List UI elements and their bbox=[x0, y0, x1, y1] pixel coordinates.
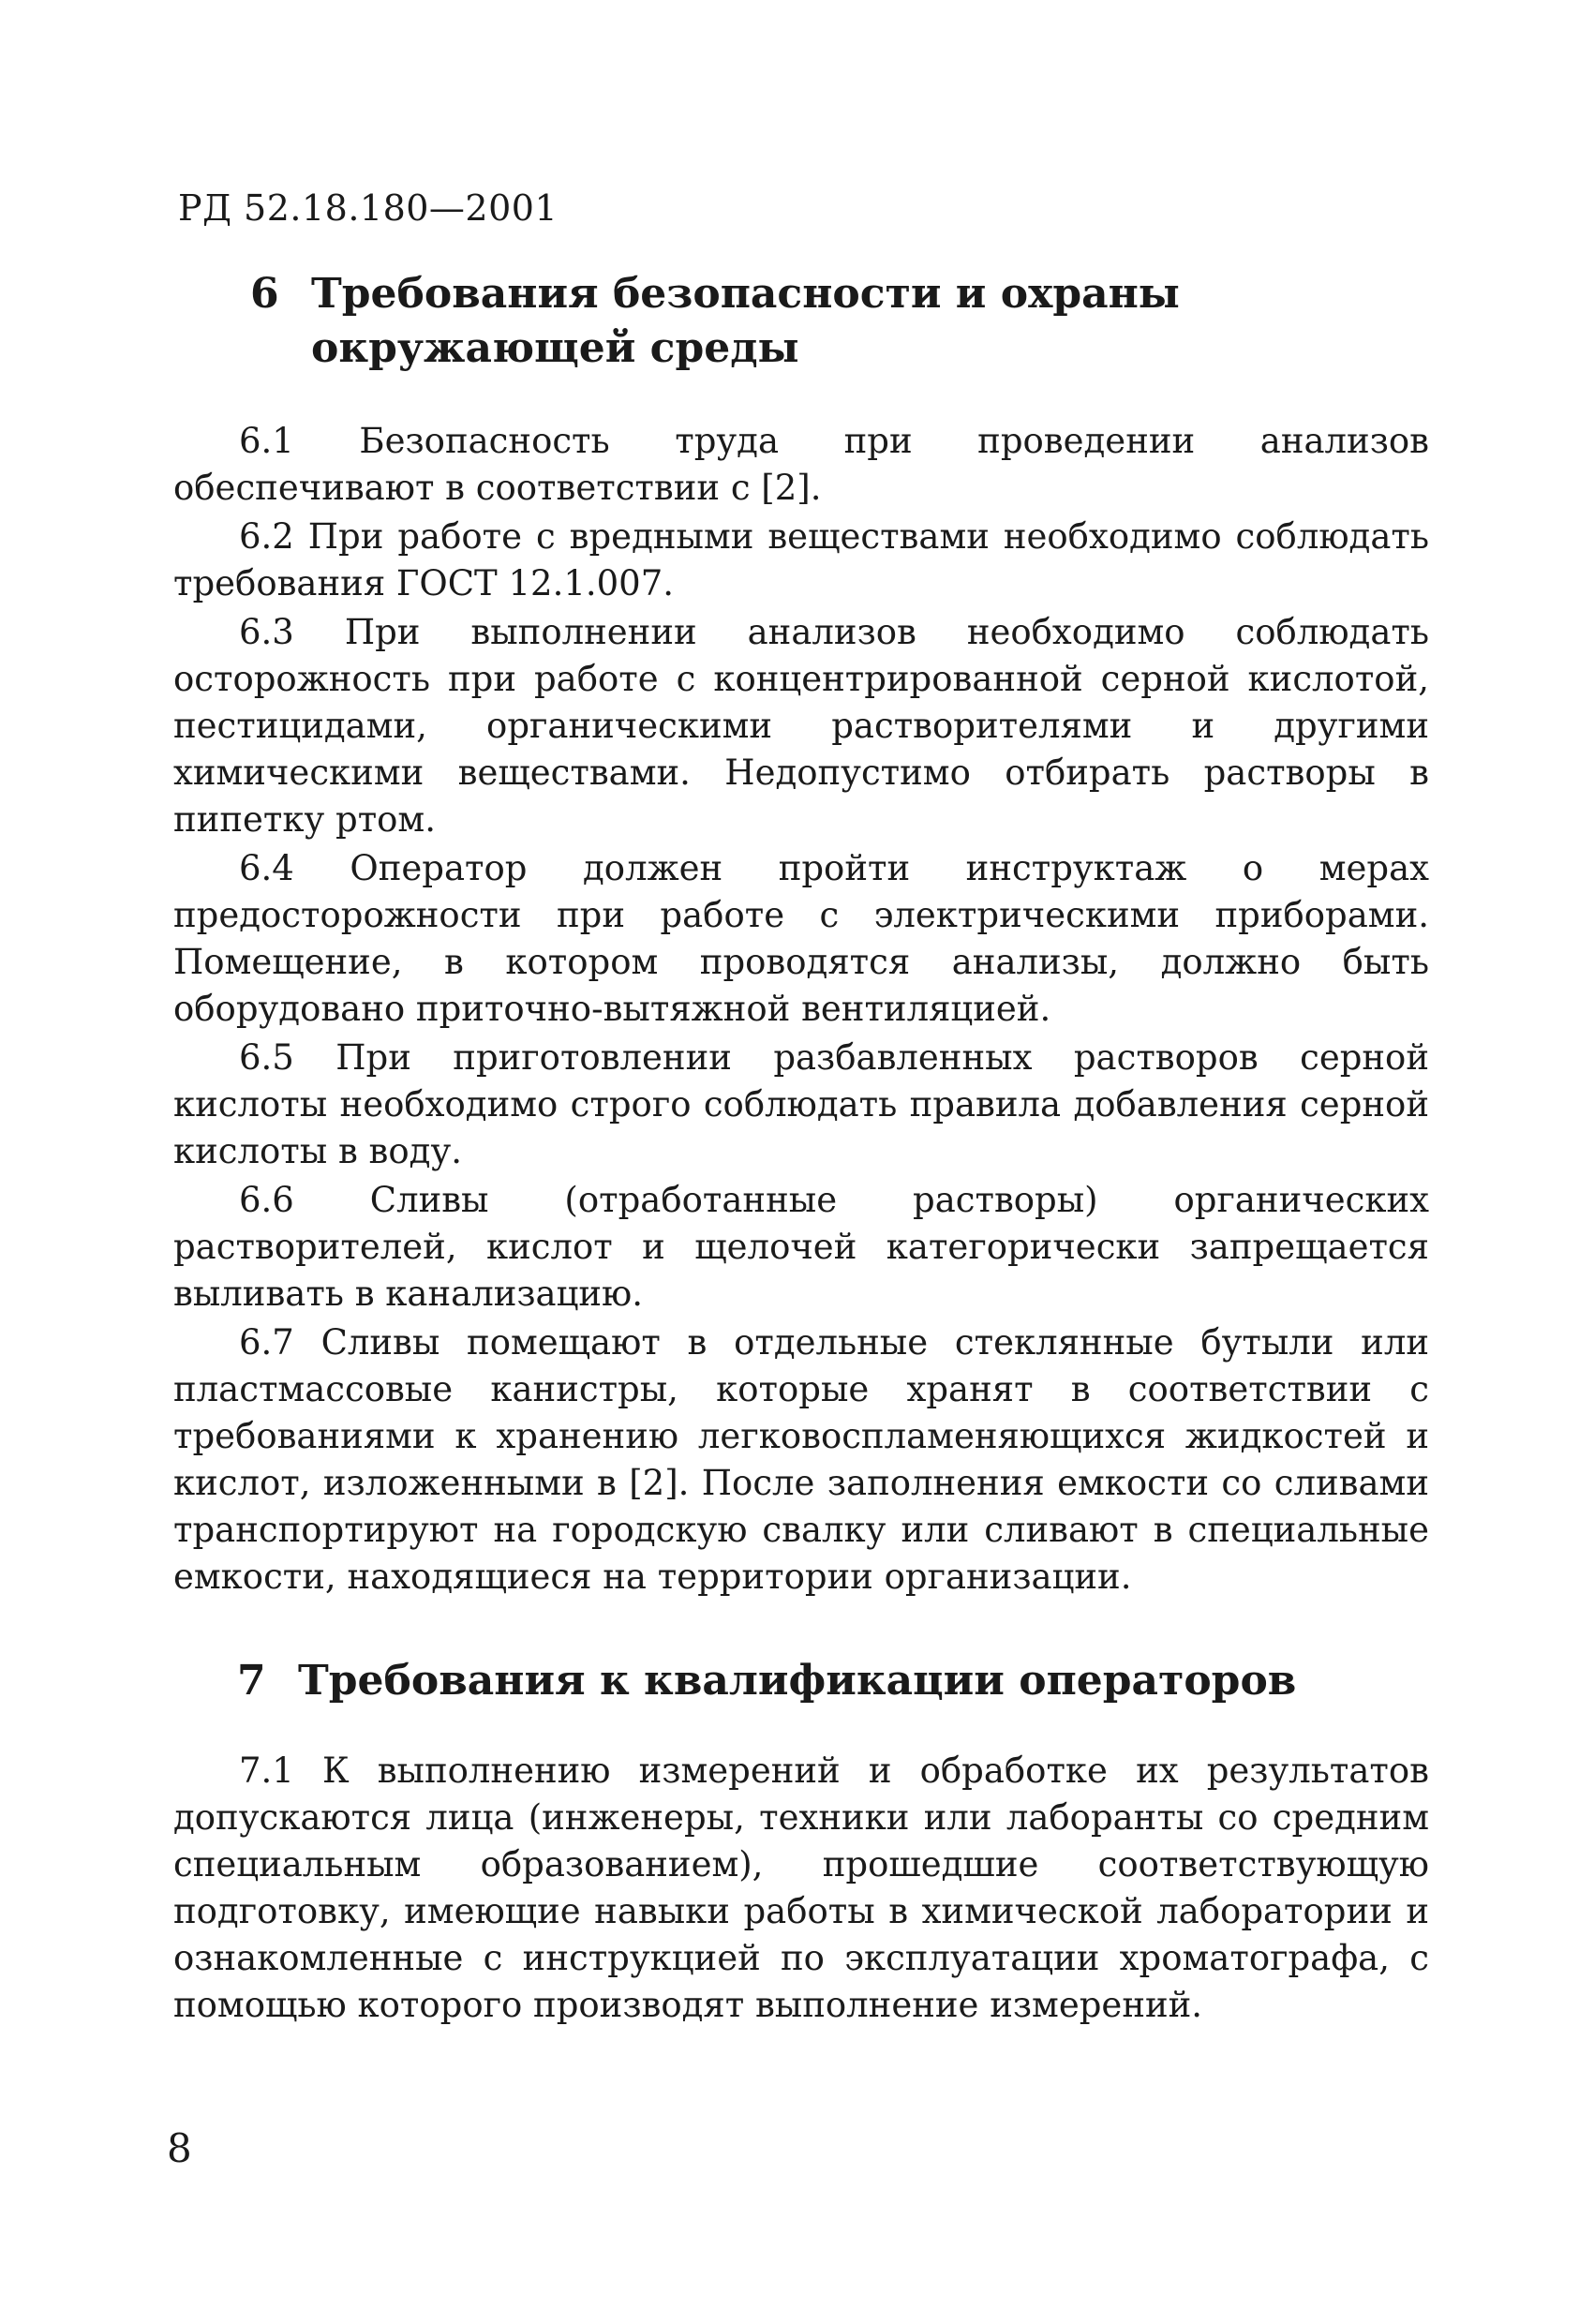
section-7-title: Требования к квалификации операторов bbox=[298, 1657, 1297, 1705]
paragraph-6-1: 6.1 Безопасность труда при проведении анализов обеспечивают в соответствии с [2]. bbox=[173, 421, 1429, 508]
page-number: 8 bbox=[167, 2125, 192, 2171]
document-code: РД 52.18.180—2001 bbox=[178, 187, 559, 229]
section-7-body bbox=[173, 1748, 1429, 2031]
section-7-heading bbox=[237, 1654, 1408, 1708]
section-6-body bbox=[173, 418, 1429, 1602]
paragraph-7-1: 7.1 К выполнению измерений и обработке их результатов допускаются лица (инженеры, техники или лаборанты со средним специальным образованием), прошедшие соответствующую подготовку, имеющие навыки работы в химической лаборатории и ознакомленные с инструкцией по эксплуатации хроматографа, с помощью которого производят выполнение измерений. bbox=[173, 1750, 1429, 2025]
paragraph-6-4: 6.4 Оператор должен пройти инструктаж о мерах предосторожности при работе с электрическими приборами. Помещение, в котором проводятся анализы, должно быть оборудовано приточно-вытяжной вентиляцией. bbox=[173, 848, 1429, 1029]
paragraph-6-2: 6.2 При работе с вредными веществами необходимо соблюдать требования ГОСТ 12.1.007. bbox=[173, 516, 1429, 603]
section-6-number: 6 bbox=[250, 270, 279, 318]
section-6-title: Требования безопасности и охраны окружающей среды bbox=[311, 270, 1180, 372]
paragraph-6-6: 6.6 Сливы (отработанные растворы) органических растворителей, кислот и щелочей категорически запрещается выливать в канализацию. bbox=[173, 1180, 1429, 1314]
paragraph-6-3: 6.3 При выполнении анализов необходимо соблюдать осторожность при работе с концентрированной серной кислотой, пестицидами, органическими растворителями и другими химическими веществами. Недопустимо отбирать растворы в пипетку ртом. bbox=[173, 612, 1429, 840]
section-6-heading bbox=[250, 267, 1328, 376]
paragraph-6-7: 6.7 Сливы помещают в отдельные стеклянные бутыли или пластмассовые канистры, которые хранят в соответствии с требованиями к хранению легковоспламеняющихся жидкостей и кислот, изложенными в [2]. После заполнения емкости со сливами транспортируют на городскую свалку или сливают в специальные емкости, находящиеся на территории организации. bbox=[173, 1322, 1429, 1597]
section-7-number: 7 bbox=[237, 1657, 266, 1705]
paragraph-6-5: 6.5 При приготовлении разбавленных растворов серной кислоты необходимо строго соблюдать правила добавления серной кислоты в воду. bbox=[173, 1037, 1429, 1171]
